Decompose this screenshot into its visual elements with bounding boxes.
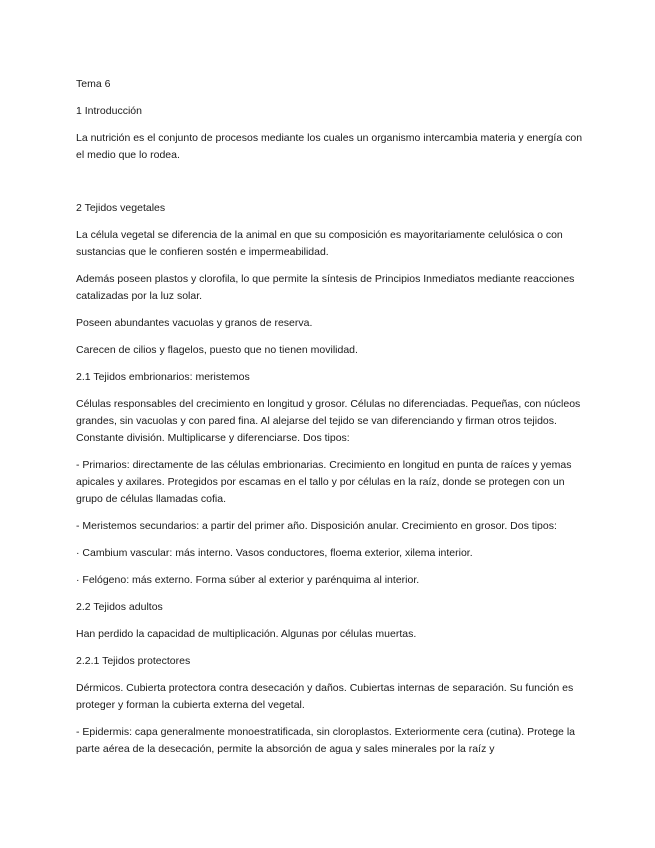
section-2-2-heading: 2.2 Tejidos adultos [76, 601, 163, 613]
section-2-2-1-paragraph-1: Dérmicos. Cubierta protectora contra desecación y daños. Cubiertas internas de separación. Su función es proteger y forman la cubierta externa del vegetal. [76, 682, 574, 711]
section-2-2-1-heading: 2.2.1 Tejidos protectores [76, 655, 191, 667]
section-2-heading: 2 Tejidos vegetales [76, 202, 166, 214]
section-2-1-paragraph-4: · Cambium vascular: más interno. Vasos conductores, floema exterior, xilema interior. [76, 547, 473, 559]
document-page [76, 76, 586, 758]
section-2-2-paragraph-1: Han perdido la capacidad de multiplicación. Algunas por células muertas. [76, 628, 417, 640]
section-2-paragraph-3: Poseen abundantes vacuolas y granos de reserva. [76, 317, 313, 329]
section-2-paragraph-2: Además poseen plastos y clorofila, lo que permite la síntesis de Principios Inmediatos mediante reacciones catalizadas por la luz solar. [76, 273, 575, 302]
section-2-1-paragraph-3: - Meristemos secundarios: a partir del primer año. Disposición anular. Crecimiento en grosor. Dos tipos: [76, 520, 557, 532]
section-1-heading: 1 Introducción [76, 105, 142, 117]
document-title: Tema 6 [76, 78, 111, 90]
section-2-2-1-paragraph-2: - Epidermis: capa generalmente monoestratificada, sin cloroplastos. Exteriormente cera (cutina). Protege la parte aérea de la desecación, permite la absorción de agua y sales minerales por la raíz y [76, 726, 575, 755]
section-1-paragraph-1: La nutrición es el conjunto de procesos mediante los cuales un organismo intercambia materia y energía con el medio que lo rodea. [76, 132, 583, 161]
section-2-1-paragraph-5: · Felógeno: más externo. Forma súber al exterior y parénquima al interior. [76, 574, 420, 586]
section-2-paragraph-4: Carecen de cilios y flagelos, puesto que no tienen movilidad. [76, 344, 358, 356]
section-2-1-heading: 2.1 Tejidos embrionarios: meristemos [76, 371, 250, 383]
section-2-1-paragraph-1: Células responsables del crecimiento en longitud y grosor. Células no diferenciadas. Pequeñas, con núcleos grandes, sin vacuolas y con pared fina. Al alejarse del tejido se van diferenciando y firman otros tejidos. Constante división. Multiplicarse y diferenciarse. Dos tipos: [76, 398, 581, 444]
section-2-1-paragraph-2: - Primarios: directamente de las células embrionarias. Crecimiento en longitud en punta de raíces y yemas apicales y axilares. Protegidos por escamas en el tallo y por células en la raíz, donde se protegen con un grupo de células llamadas cofia. [76, 459, 572, 505]
section-2-paragraph-1: La célula vegetal se diferencia de la animal en que su composición es mayoritariamente celulósica o con sustancias que le confieren sostén e impermeabilidad. [76, 229, 563, 258]
